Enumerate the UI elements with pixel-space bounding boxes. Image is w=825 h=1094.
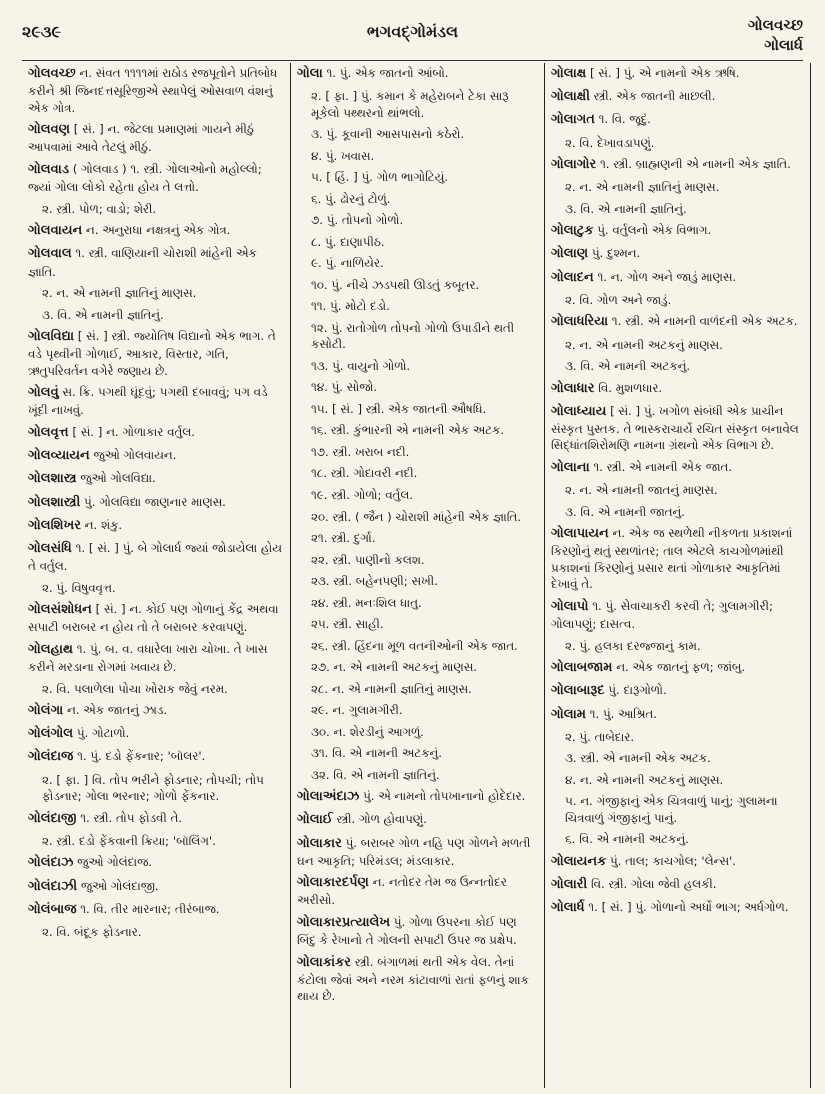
dictionary-entry (28, 702, 284, 720)
dictionary-entry (551, 659, 804, 677)
entry-definition: ૨૪. સ્ત્રી. મનઃશિલ ધાતુ. (311, 595, 422, 610)
entry-sense (297, 659, 538, 676)
entry-definition: ૩. વિ. એ નામની જાતનું. (565, 504, 685, 519)
entry-headword: ગોલંગા (28, 703, 64, 719)
entry-headword: ગોલાધ્યાય (551, 403, 607, 419)
entry-headword: ગોલવાલ (28, 246, 72, 262)
dictionary-entry (297, 65, 538, 83)
entry-sense (297, 298, 538, 315)
entry-definition: ૨. પું. હલકા દરજ્જાનું કામ. (565, 638, 701, 653)
entry-headword: ગોલાઈ (297, 812, 333, 828)
entry-definition: વિ. મુશળધાર. (594, 380, 663, 395)
entry-headword: ગોલાકારદર્પણ (297, 875, 369, 891)
dictionary-entry (551, 876, 804, 894)
dictionary-entry (28, 878, 284, 896)
dictionary-entry (551, 459, 804, 477)
entry-sense (551, 358, 804, 375)
entry-sense (551, 831, 804, 848)
dictionary-entry (297, 835, 538, 870)
entry-sense (297, 234, 538, 251)
entry-headword: ગોલાબજામ (551, 660, 613, 676)
entry-definition: ૧૧. પું. મોટો દડો. (311, 299, 390, 314)
entry-definition: ૫. ન. ગંજીફાનું એક ચિત્રવાળું પાનું; ગુલામના ચિત્રવાળું ગંજીફાનું પાનું. (565, 794, 778, 825)
entry-definition: ન. એક જાતનું ઝાડ. (63, 703, 168, 718)
dictionary-entry (28, 161, 284, 196)
header-rule (22, 60, 803, 61)
entry-headword: ગોલાક્ષી (551, 89, 590, 105)
entry-definition: ૩. વિ. એ નામની જ્ઞાતિનું. (565, 201, 687, 216)
entry-definition: ૧. પું. દડો ફેંકનાર; 'બૉલર'. (73, 749, 206, 764)
entry-headword: ગોલશિખર (28, 517, 81, 533)
entry-definition: ન. એક જ સ્થળેથી નીકળતા પ્રકાશનાં કિરણોનું થતું સ્થળાંતર; તાલ એટલે કાચગોળમાંથી પ્રકાશનાં કિરણોનું પ્રસાર થતાં ગોળાકાર આકૃતિમાં દેખાવું તે. (551, 526, 793, 592)
entry-definition: ૧૮. સ્ત્રી. ગોદાવરી નદી. (311, 466, 418, 481)
dictionary-entry (28, 494, 284, 512)
entry-definition: ૧. [ સં. ] પું. ગોળાનો અર્ધો ભાગ; અર્ધગોળ. (584, 900, 789, 915)
entry-definition: ૬. પું. ઢોરનું ટોળું. (311, 191, 391, 206)
entry-sense (28, 924, 284, 941)
dictionary-entry (28, 540, 284, 575)
entry-definition: ૨. સ્ત્રી. પોળ; વાડો; શેરી. (42, 201, 157, 216)
dictionary-entry (551, 156, 804, 174)
entry-definition: ૧. સ્ત્રી. એ નામની વાળંદની એક અટક. (608, 314, 798, 329)
entry-definition: પું. ગોટાળો. (73, 726, 130, 741)
entry-definition: ૩. વિ. એ નામની અટકનું. (565, 359, 691, 374)
entry-definition: ૧૩. પું. વાયુનો ગોળો. (311, 358, 411, 373)
entry-sense (297, 595, 538, 612)
entry-sense (297, 702, 538, 719)
entry-sense (28, 201, 284, 218)
entry-headword: ગોલાપો (551, 598, 589, 614)
entry-definition: [ સં. ] ન. ગોળાકાર વર્તુલ. (68, 424, 195, 439)
entry-definition: ૨૭. ન. એ નામની અટકનું માણસ. (311, 660, 478, 675)
dictionary-entry (551, 682, 804, 700)
page-number: ૨૯૩૯ (22, 22, 61, 41)
entry-definition: ૨. વિ. બંદૂક ફોડનાર. (42, 924, 142, 939)
dictionary-entry (28, 245, 284, 280)
entry-headword: ગોલાક્ષ (551, 66, 587, 81)
dictionary-entry (28, 384, 284, 419)
dictionary-entry (551, 269, 804, 287)
entry-definition: ૨૫. સ્ત્રી. સાહી. (311, 617, 384, 632)
column-3 (544, 63, 810, 1088)
entry-definition: પું. દુશ્મન. (588, 246, 641, 261)
entry-definition: ૨. વિ. દેખાવડાપણું. (565, 135, 655, 150)
dictionary-entry (28, 810, 284, 828)
entry-definition: ૧. વિ. જૂદું. (594, 112, 651, 127)
entry-sense (551, 201, 804, 218)
entry-definition: ૨. સ્ત્રી. દડો ફેંકવાની ક્રિયા; 'બૉલિંગ'. (42, 833, 216, 848)
entry-sense (297, 320, 538, 353)
entry-headword: ગોલાગત (551, 112, 595, 128)
entry-definition: ૧. [ સં. ] પું. બે ગોલાર્ધ જ્યાં જોડાયેલા હોય તે વર્તુલ. (28, 540, 282, 574)
entry-definition: ૩. સ્ત્રી. એ નામની એક અટક. (565, 751, 711, 766)
entry-definition: ૧. પું. આશ્રિત. (585, 706, 657, 721)
entry-sense (551, 750, 804, 767)
dictionary-entry (551, 111, 804, 129)
entry-sense (551, 729, 804, 746)
dictionary-entry (551, 598, 804, 633)
dictionary-entry (551, 706, 804, 724)
entry-sense (297, 509, 538, 526)
entry-definition: ૧. પું. બ. વ. વધારેલા ખારા ચોખા. તે ખાસ કરીને મરડાના રોગમાં ખવાય છે. (28, 641, 268, 675)
entry-sense (551, 638, 804, 655)
entry-definition: ૨. ન. એ નામની અટકનું માણસ. (565, 337, 723, 352)
guideword-bottom: ગોલાર્ધ (764, 36, 803, 54)
entry-sense (297, 530, 538, 547)
entry-definition: [ સં. ] પું. એ નામનો એક ઋષિ. (586, 66, 740, 80)
entry-definition: ૨. ન. એ નામની જાતનું માણસ. (565, 483, 718, 498)
dictionary-entry (28, 65, 284, 116)
dictionary-entry (551, 222, 804, 240)
page-header (0, 0, 825, 62)
entry-definition: ન. અનુરાધા નક્ષત્રનું એક ગોત્ર. (82, 223, 231, 238)
entry-headword: ગોલા (297, 66, 323, 81)
entry-sense (28, 772, 284, 805)
entry-definition: ન. એક જાતનું ફળ; જાંબુ. (612, 660, 746, 675)
entry-definition: ન. શંકુ. (80, 517, 123, 532)
entry-definition: ૧. પું. સેવાચાકરી કરવી તે; ગુલામગીરી; ગોલાપણું; દાસત્વ. (551, 598, 773, 632)
entry-definition: ૧૬. સ્ત્રી. કુંભારની એ નામની એક અટક. (311, 423, 505, 438)
entry-definition: જુઓ ગોલંદાજ. (73, 855, 152, 870)
entry-headword: ગોલામ (551, 706, 586, 722)
entry-sense (551, 504, 804, 521)
entry-headword: ગોલવું (28, 385, 59, 401)
dictionary-entry (28, 222, 284, 240)
entry-sense (551, 337, 804, 354)
entry-headword: ગોલાધાર (551, 380, 595, 396)
entry-sense (297, 681, 538, 698)
dictionary-entry (297, 788, 538, 806)
entry-definition: ૩૦. ન. શેરડીનું આગળું. (311, 724, 424, 739)
entry-headword: ગોલસંધિ (28, 540, 72, 556)
entry-headword: ગોલંબાજ (28, 901, 77, 917)
entry-definition: [ સં. ] ન. કોઈ પણ ગોળાનું કેંદ્ર અથવા સપાટી બરાબર ન હોય તો તે બરાબર કરવાપણું. (28, 602, 279, 635)
right-border-rule (810, 63, 811, 1088)
page-title: ભગવદ્ગોમંડલ (366, 22, 459, 41)
entry-definition: ૨૩. સ્ત્રી. બહેનપણી; સખી. (311, 574, 438, 589)
entry-definition: સ. ક્રિ. પગથી ઘૂંદવું; પગથી દબાવવું; પગ વડે ખૂંદી નાખવું. (28, 385, 268, 418)
entry-definition: ૧૪. પું. સોજો. (311, 380, 378, 395)
entry-definition: જુઓ ગોલવિદ્યા. (76, 471, 156, 486)
entry-definition: ૧૦. પું. નીચે ઝડપથી ઊડતું કબૂતર. (311, 277, 480, 292)
entry-definition: ૨. પું. વિષુવવૃત્ત. (42, 580, 116, 595)
entry-headword: ગોલહાથ (28, 641, 73, 657)
entry-sense (297, 191, 538, 208)
entry-sense (551, 179, 804, 196)
entry-definition: ૧. વિ. તીર મારનાર; તીરંબાજ. (76, 901, 220, 916)
entry-definition: ૮. પું. દાણાપીઠ. (311, 234, 385, 249)
entry-definition: ૫. [ હિં. ] પું. ગોળ ભાગોટિયું. (311, 170, 449, 185)
entry-definition: ૨. [ ફા. ] પું. કમાન કે મહેરાબને ટેકા સારૂ મૂકેલો પથ્થરનો થાંભલો. (311, 89, 509, 120)
entry-definition: ૯. પું. નાળિયેર. (311, 256, 384, 271)
entry-headword: ગોલાઅંદાઝ (297, 789, 360, 805)
entry-definition: ૧૯. સ્ત્રી. ગોળો; વર્તુલ. (311, 487, 414, 502)
entry-definition: ૩. પું. કૂવાની આસપાસનો કઠેરો. (311, 127, 465, 142)
entry-sense (28, 285, 284, 302)
entry-definition: ૨૧. સ્ત્રી. દુર્ગા. (311, 531, 376, 546)
entry-definition: [ સં. ] ન. જેટલા પ્રમાણમાં ગાયને મીઠું આપવામાં આવે તેટલું મીઠું. (28, 122, 254, 155)
entry-sense (297, 745, 538, 762)
dictionary-entry (28, 748, 284, 766)
entry-definition: પું. વર્તુલનો એક વિભાગ. (593, 223, 712, 238)
entry-sense (297, 767, 538, 784)
entry-sense (28, 307, 284, 324)
entry-sense (297, 148, 538, 165)
entry-definition: ૨. પું. તાબેદાર. (565, 729, 635, 744)
dictionary-entry (551, 525, 804, 593)
entry-definition: ( ગોલવાડ ) ૧. સ્ત્રી. ગોલાઓનો મહોલ્લો; જ્યાં ગોલા લોકો રહેતા હોય તે લત્તો. (28, 161, 262, 195)
entry-definition: ૧. સ્ત્રી. તોપ ફોડવી તે. (76, 810, 183, 825)
entry-sense (28, 681, 284, 698)
dictionary-entry (28, 641, 284, 676)
entry-definition: ૧. ન. ગોળ અને જાડું માણસ. (593, 269, 737, 284)
entry-headword: ગોલવણ (28, 122, 71, 138)
dictionary-entry (297, 874, 538, 909)
entry-definition: ૨. વિ. ગોળ અને જાડું. (565, 292, 672, 307)
entry-definition: ૨. ન. એ નામની જ્ઞાતિનું માણસ. (565, 180, 720, 195)
entry-definition: ૧. સ્ત્રી. બ્રાહ્મણની એ નામની એક જ્ઞાતિ. (596, 157, 791, 172)
entry-definition: ૨. ન. એ નામની જ્ઞાતિનું માણસ. (42, 286, 197, 301)
entry-headword: ગોલાપાયન (551, 526, 609, 542)
entry-definition: ૨૬. સ્ત્રી. હિંદના મૂળ વતનીઓની એક જાત. (311, 638, 518, 653)
entry-definition: પું. દારૂગોળો. (604, 683, 667, 698)
dictionary-entry (28, 470, 284, 488)
dictionary-entry (551, 853, 804, 871)
entry-definition: ૬. વિ. એ નામની અટકનું. (565, 832, 689, 847)
dictionary-entry (297, 954, 538, 1005)
dictionary-entry (28, 447, 284, 465)
entry-definition: ન. નતોદર તેમ જ ઉન્નતોદર અરીસો. (297, 875, 507, 908)
entry-definition: ૨૨. સ્ત્રી. પાણીનો કલશ. (311, 552, 425, 567)
dictionary-entry (28, 517, 284, 535)
column-2 (290, 63, 544, 1088)
entry-definition: ૭. પું. તોપનો ગોળો. (311, 213, 404, 228)
entry-headword: ગોલાગોર (551, 157, 597, 173)
entry-sense (297, 358, 538, 375)
entry-definition: ૨૯. ન. ગુલામગીરી. (311, 703, 403, 718)
entry-sense (297, 422, 538, 439)
entry-headword: ગોલંદાજ (28, 749, 74, 765)
entry-definition: જુઓ ગોલવાયન. (89, 448, 177, 463)
entry-sense (297, 573, 538, 590)
entry-headword: ગોલસંશોધન (28, 602, 92, 618)
entry-sense (297, 487, 538, 504)
entry-sense (297, 616, 538, 633)
entry-definition: જુઓ ગોલંદાજી. (77, 878, 159, 893)
entry-headword: ગોલશાસ્ત્ર (28, 471, 77, 487)
entry-definition: પું. ગોલવિદ્યા જાણનાર માણસ. (80, 494, 226, 509)
entry-headword: ગોલવ્યાયન (28, 448, 90, 464)
entry-sense (28, 580, 284, 597)
entry-definition: પું. બરાબર ગોળ નહિ પણ ગોળને મળતી ઘન આકૃતિ; પરિમંડલ; મંડલાકાર. (297, 835, 531, 868)
entry-headword: ગોલાધરિયા (551, 314, 609, 330)
entry-headword: ગોલવૃત્ત (28, 424, 69, 440)
entry-definition: સ્ત્રી. ગોળ હોવાપણું. (332, 812, 427, 827)
entry-headword: ગોલવાડ (28, 161, 69, 177)
entry-definition: સ્ત્રી. બંગાળમાં થતી એક વેલ. તેનાં કંટોલા જેવાં અને નરમ કાંટાવાળાં રાતાં ફળનું શાક થાય છે. (297, 954, 529, 1004)
dictionary-entry (297, 914, 538, 949)
entry-sense (28, 833, 284, 850)
entry-sense (297, 444, 538, 461)
entry-sense (297, 465, 538, 482)
entry-headword: ગોલવિદ્યા (28, 329, 75, 345)
entry-sense (297, 126, 538, 143)
entry-sense (297, 255, 538, 272)
dictionary-entry (551, 380, 804, 398)
entry-definition: ૧. સ્ત્રી. એ નામની એક જાત. (589, 460, 732, 474)
entry-headword: ગોલંદાઝી (28, 878, 78, 894)
entry-headword: ગોલાણ (551, 246, 589, 262)
entry-headword: ગોલંદાઝ (28, 855, 74, 871)
dictionary-entry (28, 328, 284, 379)
guideword-top: ગોલવચ્છ (747, 16, 803, 34)
entry-headword: ગોલંગોલ (28, 726, 74, 742)
dictionary-entry (28, 601, 284, 636)
entry-headword: ગોલાકાંકર (297, 954, 352, 970)
entry-definition: ૪. પું. ખવાસ. (311, 148, 375, 163)
entry-definition: ૨૮. ન. એ નામની જ્ઞાતિનું માણસ. (311, 681, 472, 696)
dictionary-entry (551, 899, 804, 917)
entry-definition: [ સં. ] પું. ખગોળ સંબંધી એક પ્રાચીન સંસ્કૃત પુસ્તક. તે ભાસ્કરાચાર્યે રચિત સંસ્કૃત બનાવેલ સિદ્ધાંતશિરોમણિ નામના ગ્રંથનો એક વિભાગ છે. (551, 403, 799, 453)
entry-definition: ૨૦. સ્ત્રી. ( જૈન ) ચોરાશી માંહેની એક જ્ઞાતિ. (311, 509, 521, 524)
entry-headword: ગોલાકાર (297, 835, 342, 851)
entry-definition: પું. એ નામનો તોપખાનાનો હોદેદાર. (359, 789, 526, 804)
entry-headword: ગોલાટુક (551, 223, 594, 239)
dictionary-entry (551, 313, 804, 331)
entry-definition: ૧. પું. એક જાતનો આંબો. (322, 66, 449, 80)
entry-sense (297, 724, 538, 741)
dictionary-entry (28, 901, 284, 919)
entry-sense (551, 793, 804, 826)
entry-headword: ગોલવાયન (28, 223, 83, 239)
entry-headword: ગોલાયનક (551, 853, 607, 869)
entry-headword: ગોલવચ્છ (28, 66, 76, 81)
dictionary-entry (28, 725, 284, 743)
entry-definition: ૩. વિ. એ નામની જ્ઞાતિનું. (42, 307, 164, 322)
entry-sense (551, 135, 804, 152)
entry-headword: ગોલાબારૂદ (551, 683, 605, 699)
entry-definition: સ્ત્રી. એક જાતની માછલી. (589, 89, 716, 104)
entry-definition: [ સં. ] સ્ત્રી. જ્યોતિષ વિદ્યાનો એક ભાગ. તે વડે પૃથ્વીની ગોળાઈ, આકાર, વિસ્તાર, ગતિ, ઋતુપરિવર્તન વગેરે જણાય છે. (28, 329, 276, 378)
entry-sense (297, 169, 538, 186)
entry-headword: ગોલારી (551, 877, 588, 893)
entry-definition: ૪. ન. એ નામની અટકનું માણસ. (565, 772, 724, 787)
entry-sense (551, 292, 804, 309)
entry-headword: ગોલાકારપ્રત્યાલેખ (297, 914, 391, 930)
entry-definition: ૨. વિ. પલાળેલા પોચા ખોરાક જેવું નરમ. (42, 681, 228, 696)
entry-sense (297, 638, 538, 655)
entry-sense (297, 277, 538, 294)
dictionary-entry (297, 811, 538, 829)
dictionary-entry (28, 424, 284, 442)
entry-headword: ગોલાદન (551, 269, 594, 285)
entry-headword: ગોલાના (551, 460, 590, 475)
entry-definition: વિ. સ્ત્રી. ગોલા જેવી હલકી. (587, 877, 717, 892)
entry-sense (297, 212, 538, 229)
dictionary-entry (28, 854, 284, 872)
entry-headword: ગોલશાસ્ત્રી (28, 494, 81, 510)
entry-sense (551, 482, 804, 499)
entry-definition: ૩૧. વિ. એ નામની અટકનું. (311, 746, 442, 761)
entry-definition: ૧૭. સ્ત્રી. ખરાબ નદી. (311, 444, 410, 459)
entry-headword: ગોલંદાજી (28, 810, 77, 826)
entry-definition: ૨. [ ફા. ] વિ. તોપ ભરીને ફોડનાર; તોપચી; તોપ ફોડનાર; ગોલા ભરનાર; ગોળો ફેંકનાર. (42, 772, 264, 804)
entry-definition: પું. ગોળા ઉપરના કોઈ પણ બિંદુ કે રેખાનો તે ગોલની સપાટી ઉપર જ પ્રક્ષેપ. (297, 914, 517, 948)
entry-sense (297, 379, 538, 396)
dictionary-entry (28, 121, 284, 156)
dictionary-entry (551, 88, 804, 106)
column-1 (22, 63, 290, 1088)
entry-definition: પું. તાલ; કાચગોલ; 'લેન્સ'. (606, 853, 737, 868)
dictionary-entry (551, 403, 804, 454)
entry-definition: ન. સંવત ૧૧૧૧માં રાઠોડ રજપૂતોને પ્રતિબોધ કરીને શ્રી જિનદત્તસૂરિજીએ સ્થાપેલું ઓસવાળ વંશનું એક ગોત્ર. (28, 66, 278, 115)
entry-definition: ૩૨. વિ. એ નામની જ્ઞાતિનું. (311, 767, 440, 782)
entry-definition: ૧૨. પું. રાતોગોળ તોપનો ગોળો ઉપાડીને થતી કસોટી. (311, 320, 515, 352)
entry-sense (551, 772, 804, 789)
entry-definition: ૧. સ્ત્રી. વાણિયાની ચોરાશી માંહેની એક જ્ઞાતિ. (28, 246, 257, 279)
entry-definition: ૧૫. [ સં. ] સ્ત્રી. એક જાતની ઔષધિ. (311, 401, 487, 416)
dictionary-entry (551, 245, 804, 263)
dictionary-entry (551, 65, 804, 83)
entry-sense (297, 552, 538, 569)
entry-sense (297, 401, 538, 418)
entry-headword: ગોલાર્ધ (551, 900, 585, 916)
entry-sense (297, 88, 538, 121)
